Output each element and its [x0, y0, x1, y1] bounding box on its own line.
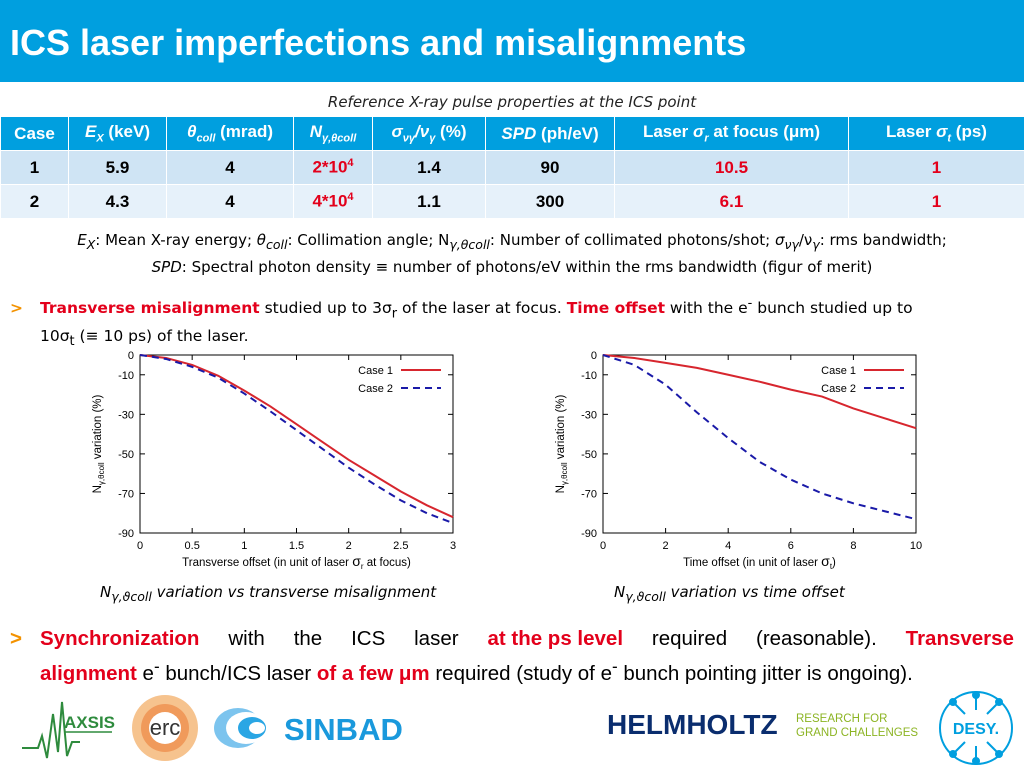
cell-case: 1 — [1, 151, 69, 185]
y-tick-label: -30 — [118, 409, 134, 421]
cell-bandwidth: 1.4 — [373, 151, 486, 185]
y-tick-label: -90 — [581, 528, 597, 540]
svg-text:SINBAD: SINBAD — [284, 712, 403, 747]
header-photon-number: $N_{\gamma,\theta coll}$ — [294, 117, 373, 151]
bullet-arrow-icon: > — [10, 297, 40, 320]
transverse-misalignment-chart — [85, 345, 470, 575]
synchronization-note-line-1: > Synchronization with the ICS laser at the ps level required (reasonable). Transverse — [10, 625, 1014, 653]
cell-sigma-t: 1 — [849, 151, 1024, 185]
legend-label: Case 2 — [358, 383, 393, 395]
synchronization-note-line-2: alignment e- bunch/ICS laser of a few μm required (study of e- bunch pointing jitter is ongoing). — [10, 653, 1014, 688]
svg-text:AXSIS: AXSIS — [64, 713, 115, 732]
y-tick-label: 0 — [128, 350, 134, 362]
figure-caption-transverse: $N_{\gamma,ϑcoll}$ variation vs transverse misalignment — [100, 583, 436, 604]
x-tick-label: 6 — [788, 540, 794, 552]
svg-text:RESEARCH FOR: RESEARCH FOR — [796, 713, 887, 725]
cell-sigma-r: 10.5 — [615, 151, 849, 185]
y-tick-label: -70 — [118, 488, 134, 500]
slide-title: ICS laser imperfections and misalignments — [10, 22, 746, 64]
x-tick-label: 0 — [137, 540, 143, 552]
y-tick-label: -30 — [581, 409, 597, 421]
definitions-line-1: $E_X$: Mean X-ray energy; $\theta_{coll}$: Collimation angle; $N_{\gamma,\theta coll}$: Number of collimated photons/shot; $\sigma_{\nu\gamma}/\nu_\gamma$: rms bandwidth; — [10, 229, 1014, 256]
properties-table — [0, 116, 1024, 219]
synchronization-note — [10, 625, 1014, 688]
y-tick-label: -90 — [118, 528, 134, 540]
logo-strip — [0, 688, 1024, 768]
x-tick-label: 2 — [663, 540, 669, 552]
x-tick-label: 4 — [725, 540, 731, 552]
x-axis-label: Transverse offset (in unit of laser $\sigma_r$ at focus) — [182, 553, 411, 571]
y-tick-label: -50 — [581, 449, 597, 461]
series-line — [603, 355, 916, 519]
misalignment-note-line-2: $10\sigma_t$ (≡ 10 ps) of the laser. — [10, 325, 1014, 353]
header-laser-sigma-r: Laser $\sigma_r$ at focus (μm) — [615, 117, 849, 151]
cell-spd: 90 — [486, 151, 615, 185]
y-tick-label: -70 — [581, 488, 597, 500]
cell-spd: 300 — [486, 185, 615, 219]
table-row — [1, 151, 1024, 185]
x-tick-label: 0.5 — [185, 540, 200, 552]
cell-energy: 4.3 — [69, 185, 167, 219]
header-spd: SPD (ph/eV) — [486, 117, 615, 151]
cell-photon-number: $4*10^4$ — [294, 185, 373, 219]
legend-label: Case 1 — [358, 365, 393, 377]
cell-sigma-r: 6.1 — [615, 185, 849, 219]
x-tick-label: 0 — [600, 540, 606, 552]
x-tick-label: 3 — [450, 540, 456, 552]
y-axis-label: $N_{\gamma,\theta coll}$ variation (%) — [555, 394, 569, 493]
figure-caption-time: $N_{\gamma,ϑcoll}$ variation vs time offset — [614, 583, 845, 604]
header-case: Case — [1, 117, 69, 151]
axsis-logo — [20, 692, 115, 764]
helmholtz-wordmark — [607, 704, 787, 744]
y-tick-label: -50 — [118, 449, 134, 461]
plot-frame — [140, 355, 453, 533]
svg-text:DESY.: DESY. — [953, 721, 999, 738]
series-line — [140, 355, 453, 517]
cell-case: 2 — [1, 185, 69, 219]
x-tick-label: 1 — [241, 540, 247, 552]
header-collimation-angle: $\theta_{coll}$ (mrad) — [167, 117, 294, 151]
svg-text:GRAND CHALLENGES: GRAND CHALLENGES — [796, 727, 918, 739]
x-tick-label: 10 — [910, 540, 922, 552]
cell-theta: 4 — [167, 185, 294, 219]
definitions-text — [10, 229, 1014, 279]
table-caption: Reference X-ray pulse properties at the ICS point — [0, 93, 1024, 111]
y-tick-label: 0 — [591, 350, 597, 362]
sinbad-logo — [212, 700, 427, 756]
cell-photon-number: $2*10^4$ — [294, 151, 373, 185]
time-offset-chart — [548, 345, 933, 575]
helmholtz-tagline — [796, 710, 926, 746]
y-tick-label: -10 — [118, 370, 134, 382]
y-axis-label: $N_{\gamma,\theta coll}$ variation (%) — [92, 394, 106, 493]
cell-sigma-t: 1 — [849, 185, 1024, 219]
legend-label: Case 1 — [821, 365, 856, 377]
cell-energy: 5.9 — [69, 151, 167, 185]
cell-theta: 4 — [167, 151, 294, 185]
x-tick-label: 1.5 — [289, 540, 304, 552]
definitions-line-2: SPD: Spectral photon density ≡ number of photons/eV within the rms bandwidth (figur of merit) — [10, 256, 1014, 279]
desy-logo — [937, 690, 1015, 766]
svg-text:HELMHOLTZ: HELMHOLTZ — [607, 709, 778, 740]
header-energy: $E_X$ (keV) — [69, 117, 167, 151]
title-bar — [0, 0, 1024, 82]
misalignment-note-line-1: > Transverse misalignment studied up to $3\sigma_r$ of the laser at focus. Time offset with the e- bunch studied up to — [10, 292, 1014, 325]
x-tick-label: 2 — [346, 540, 352, 552]
series-line — [603, 355, 916, 428]
cell-bandwidth: 1.1 — [373, 185, 486, 219]
header-laser-sigma-t: Laser $\sigma_t$ (ps) — [849, 117, 1024, 151]
y-tick-label: -10 — [581, 370, 597, 382]
table-header-row — [1, 117, 1024, 151]
x-tick-label: 2.5 — [393, 540, 408, 552]
x-tick-label: 8 — [850, 540, 856, 552]
table-row — [1, 185, 1024, 219]
series-line — [140, 355, 453, 523]
erc-logo — [125, 692, 205, 764]
header-bandwidth: $\sigma_{\nu\gamma}/\nu_\gamma$ (%) — [373, 117, 486, 151]
x-axis-label: Time offset (in unit of laser $\sigma_t$) — [683, 553, 836, 571]
legend-label: Case 2 — [821, 383, 856, 395]
bullet-arrow-icon: > — [10, 625, 40, 653]
svg-text:erc: erc — [150, 715, 181, 740]
